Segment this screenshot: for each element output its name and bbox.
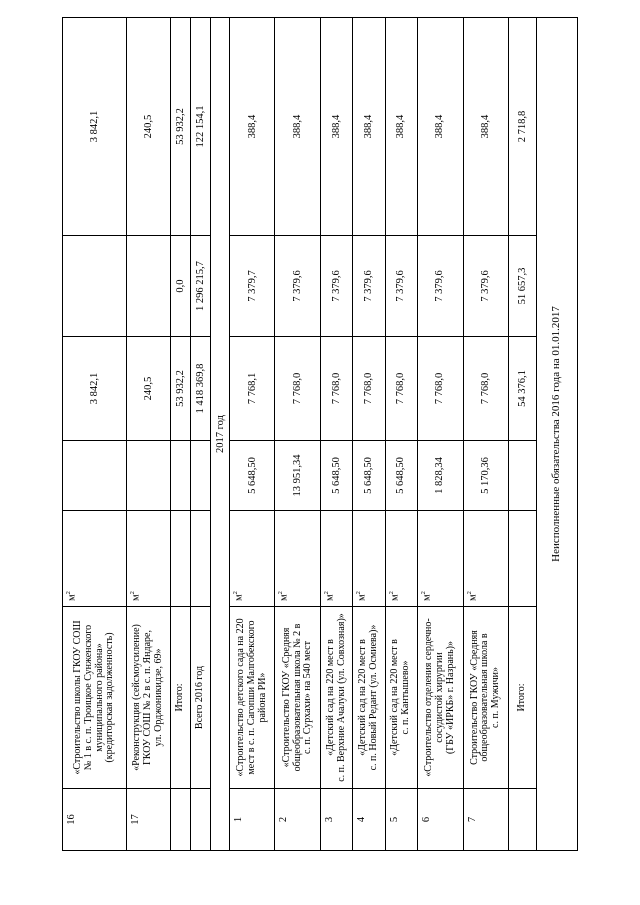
unit-base: м [233, 594, 245, 601]
table-row [321, 18, 353, 851]
table-row [417, 18, 463, 851]
object-name-line: района РИ» [256, 672, 268, 723]
unit-of-measure [127, 511, 171, 607]
object-name-line: муниципального района» [93, 643, 105, 752]
limit-value: 7 768,0 [463, 337, 508, 441]
unit-base: м [324, 594, 336, 601]
unit-of-measure [275, 511, 321, 607]
object-name-line: с. п. Мужичи» [490, 667, 502, 728]
object-name-line: «Строительство детского сада на 220 [235, 618, 247, 777]
object-name-line: с. п. Кантышево» [400, 660, 412, 735]
paid-value [127, 236, 171, 337]
obligations-table [62, 17, 578, 851]
unit-of-measure [417, 511, 463, 607]
debt-value: 2 718,8 [508, 18, 536, 236]
paid-value: 1 296 215,7 [191, 236, 211, 337]
limit-value: 7 768,0 [417, 337, 463, 441]
total-2016-row [191, 18, 211, 851]
section-2017-row [211, 18, 230, 851]
object-name-line: с. п. Сурхахи» на 540 мест [302, 641, 314, 754]
limit-value: 7 768,0 [321, 337, 353, 441]
unit-base: м [130, 594, 142, 601]
object-name-line: (ГБУ «ИРКБ» г. Назрань)» [444, 640, 456, 755]
limit-value: 1 418 369,8 [191, 337, 211, 441]
row-number: 2 [275, 789, 321, 851]
object-name [385, 607, 417, 789]
unit-base: м [356, 594, 368, 601]
limit-value: 3 842,1 [63, 337, 127, 441]
limit-value: 53 932,2 [171, 337, 191, 441]
paid-value: 7 379,6 [463, 236, 508, 337]
row-number: 16 [63, 789, 127, 851]
object-name-line: «Строительство отделения сердечно- [422, 618, 434, 777]
row-number: 7 [463, 789, 508, 851]
unit-of-measure [463, 511, 508, 607]
object-name-line: «Реконструкция (сейсмоусиление) [131, 624, 143, 771]
object-name-line: с. п. Верхние Ачалуки (ул. Совхозная)» [335, 613, 347, 782]
table-row [275, 18, 321, 851]
row-number: 5 [385, 789, 417, 851]
row-number: 6 [417, 789, 463, 851]
row-number: 4 [353, 789, 385, 851]
area-value: 1 828,34 [417, 441, 463, 511]
limit-value: 240,5 [127, 337, 171, 441]
object-name-line: «Строительство ГКОУ «Средняя [280, 627, 292, 768]
row-number [508, 789, 536, 851]
row-number: 17 [127, 789, 171, 851]
limit-value: 7 768,0 [353, 337, 385, 441]
unit-superscript: 2 [387, 591, 395, 595]
object-name-line: Строительство ГКОУ «Средняя [468, 630, 480, 765]
area-value [171, 441, 191, 511]
area-value: 5 648,50 [353, 441, 385, 511]
table-row [385, 18, 417, 851]
debt-value: 388,4 [230, 18, 275, 236]
limit-value: 7 768,1 [230, 337, 275, 441]
object-name [463, 607, 508, 789]
unit-superscript: 2 [355, 591, 363, 595]
summary-label: Итого: [171, 607, 191, 789]
object-name-line: общеобразовательная школа № 2 в [291, 623, 303, 772]
object-name [321, 607, 353, 789]
unit-superscript: 2 [277, 591, 285, 595]
object-name-line: «Детский сад на 220 мест в [325, 639, 337, 756]
debt-value: 388,4 [321, 18, 353, 236]
debt-value: 122 154,1 [191, 18, 211, 236]
area-value: 5 648,50 [385, 441, 417, 511]
row-number [191, 789, 211, 851]
unit-of-measure [353, 511, 385, 607]
object-name-line: «Детский сад на 220 мест в [389, 639, 401, 756]
row-number [171, 789, 191, 851]
table-row [127, 18, 171, 851]
footer-row [536, 18, 577, 851]
unit-superscript: 2 [419, 591, 427, 595]
debt-value: 240,5 [127, 18, 171, 236]
paid-value: 7 379,6 [353, 236, 385, 337]
area-value [127, 441, 171, 511]
unit-of-measure [230, 511, 275, 607]
table-row [230, 18, 275, 851]
object-name-line: «Детский сад на 220 мест в [357, 639, 369, 756]
unit-superscript: 2 [65, 591, 72, 595]
object-name-line: ГКОУ СОШ № 2 в с. п. Яндаре, [142, 630, 154, 765]
section-2017-label: 2017 год [211, 18, 230, 851]
paid-value: 7 379,7 [230, 236, 275, 337]
paid-value: 7 379,6 [321, 236, 353, 337]
paid-value: 51 657,3 [508, 236, 536, 337]
subtotal-2016-row [171, 18, 191, 851]
unit-base: м [389, 594, 401, 601]
unit-superscript: 2 [323, 591, 331, 595]
row-number: 3 [321, 789, 353, 851]
rotated-table-wrapper [62, 18, 578, 851]
debt-value: 388,4 [417, 18, 463, 236]
object-name-line: ул. Орджоникидзе, 69» [153, 648, 165, 747]
debt-value: 388,4 [275, 18, 321, 236]
unit-superscript: 2 [129, 591, 137, 595]
debt-value: 388,4 [353, 18, 385, 236]
unit-base: м [278, 594, 290, 601]
unit-of-measure [385, 511, 417, 607]
subtotal-2017-row [508, 18, 536, 851]
footer-caption: Неисполненные обязательства 2016 года на 01.01.2017 [536, 18, 577, 851]
object-name-line: (кредиторская задолженность) [104, 632, 116, 763]
object-name [275, 607, 321, 789]
object-name-line: № 1 в с. п. Троицкое Сунженского [82, 624, 94, 771]
unit-base: м [421, 594, 433, 601]
area-value: 5 648,50 [321, 441, 353, 511]
table-row [63, 18, 127, 851]
unit-superscript: 2 [232, 591, 240, 595]
paid-value: 7 379,6 [385, 236, 417, 337]
paid-value: 7 379,6 [417, 236, 463, 337]
unit-base: м [467, 594, 479, 601]
object-name [63, 607, 127, 789]
unit-of-measure [191, 511, 211, 607]
area-value [191, 441, 211, 511]
area-value [508, 441, 536, 511]
object-name [127, 607, 171, 789]
unit-of-measure [508, 511, 536, 607]
object-name [353, 607, 385, 789]
object-name [230, 607, 275, 789]
paid-value: 0,0 [171, 236, 191, 337]
unit-base: м [66, 594, 78, 601]
debt-value: 388,4 [463, 18, 508, 236]
object-name [417, 607, 463, 789]
object-name-line: «Строительство школы ГКОУ СОШ [71, 620, 83, 775]
object-name-line: с. п. Новый Редант (ул. Осмиева)» [368, 624, 379, 771]
unit-of-measure [63, 511, 127, 607]
object-name-line: сосудистой хирургии [433, 652, 445, 743]
debt-value: 3 842,1 [63, 18, 127, 236]
paid-value: 7 379,6 [275, 236, 321, 337]
unit-superscript: 2 [465, 591, 473, 595]
object-name-line: общеобразовательная школа в [479, 633, 491, 762]
limit-value: 54 376,1 [508, 337, 536, 441]
area-value: 5 648,50 [230, 441, 275, 511]
table-row [463, 18, 508, 851]
area-value: 13 951,34 [275, 441, 321, 511]
row-number: 1 [230, 789, 275, 851]
table-body [63, 18, 578, 851]
summary-label: Всего 2016 год [191, 607, 211, 789]
object-name-line: мест в с. п. Сагопши Малгобекского [245, 620, 257, 775]
debt-value: 53 932,2 [171, 18, 191, 236]
area-value: 5 170,36 [463, 441, 508, 511]
limit-value: 7 768,0 [275, 337, 321, 441]
limit-value: 7 768,0 [385, 337, 417, 441]
table-row [353, 18, 385, 851]
paid-value [63, 236, 127, 337]
summary-label: Итого: [508, 607, 536, 789]
area-value [63, 441, 127, 511]
unit-of-measure [171, 511, 191, 607]
unit-of-measure [321, 511, 353, 607]
debt-value: 388,4 [385, 18, 417, 236]
